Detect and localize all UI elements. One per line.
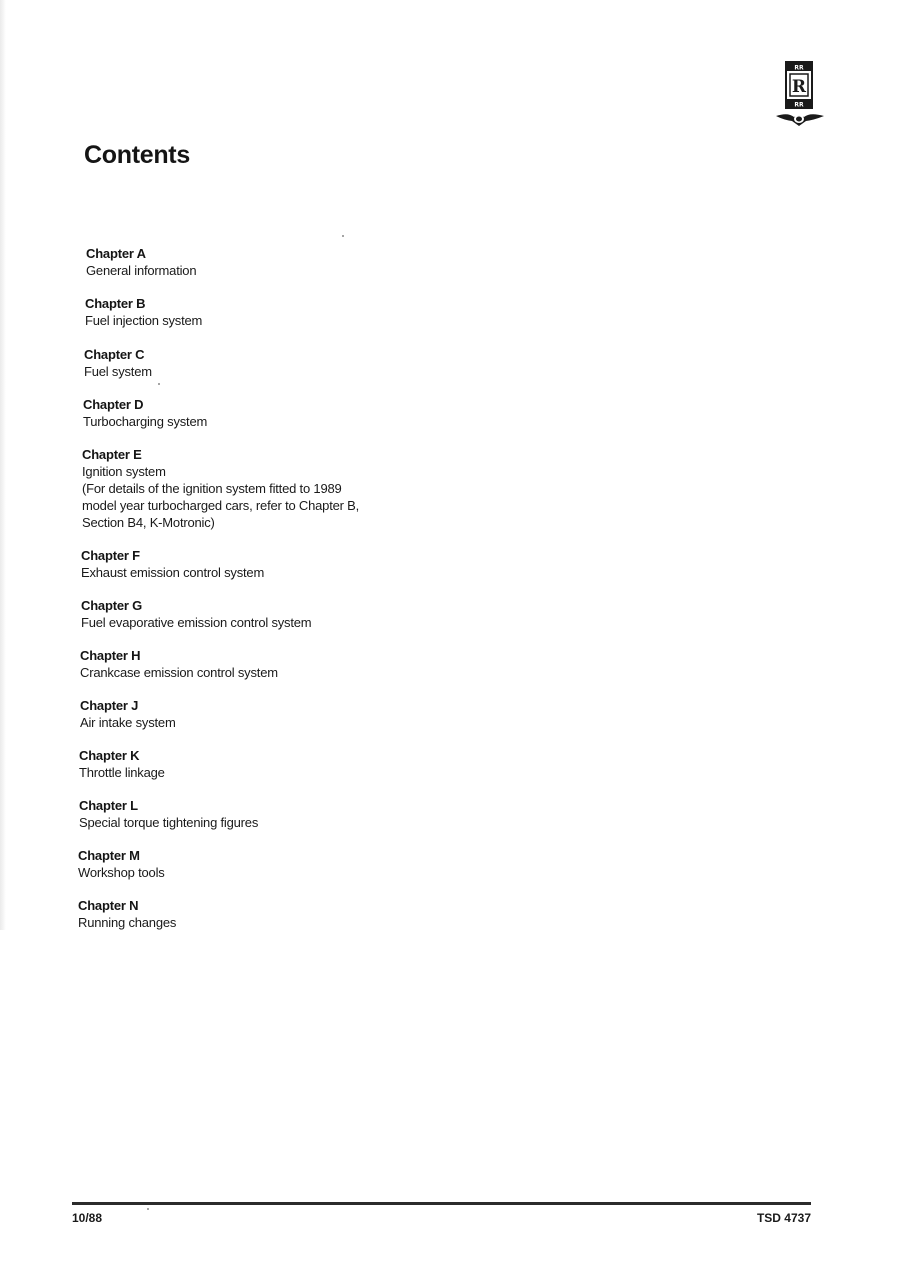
chapter-entry (84, 346, 152, 380)
chapter-description: Special torque tightening figures (79, 815, 259, 830)
chapter-label: Chapter G (81, 598, 143, 613)
footer-doc-number: TSD 4737 (756, 1211, 811, 1225)
svg-text:R: R (791, 77, 807, 97)
chapter-entry (80, 647, 278, 681)
chapter-note-line: (For details of the ignition system fitted to 1989 (82, 481, 342, 496)
page-title: Contents (84, 141, 190, 169)
chapter-entry (82, 446, 359, 531)
chapter-entry (85, 295, 202, 329)
chapter-description: Fuel system (84, 364, 152, 379)
chapter-label: Chapter C (84, 347, 145, 362)
scan-speck (158, 383, 160, 385)
chapter-entry (81, 597, 311, 631)
chapter-label: Chapter A (86, 246, 146, 261)
chapter-description: Ignition system (82, 464, 166, 479)
chapter-description: Exhaust emission control system (81, 565, 265, 580)
chapter-description: Crankcase emission control system (80, 665, 278, 680)
chapter-label: Chapter F (81, 548, 140, 563)
svg-text:RR: RR (794, 64, 804, 72)
chapter-label: Chapter H (80, 648, 141, 663)
rolls-royce-bentley-logo-icon (774, 60, 826, 130)
chapter-label: Chapter K (79, 748, 140, 763)
chapter-entry (79, 797, 258, 831)
svg-text:RR: RR (794, 101, 804, 109)
chapter-description: Turbocharging system (83, 414, 208, 429)
chapter-description: Workshop tools (78, 865, 165, 880)
scan-speck (342, 235, 344, 237)
scan-speck (147, 1208, 149, 1210)
chapter-note-line: Section B4, K-Motronic) (82, 515, 215, 530)
chapter-entry (83, 396, 207, 430)
footer-date: 10/88 (72, 1211, 103, 1225)
chapter-description: Throttle linkage (79, 765, 165, 780)
page-edge-shadow (0, 0, 6, 930)
footer-rule (72, 1202, 811, 1205)
chapter-label: Chapter N (78, 898, 139, 913)
chapter-entry (79, 747, 165, 781)
chapter-label: Chapter J (80, 698, 139, 713)
chapter-entry (86, 245, 196, 279)
chapter-note-line: model year turbocharged cars, refer to Chapter B, (82, 498, 360, 513)
chapter-description: Fuel evaporative emission control system (81, 615, 312, 630)
chapter-label: Chapter B (85, 296, 146, 311)
chapter-entry (80, 697, 176, 731)
chapter-label: Chapter L (79, 798, 138, 813)
chapter-entry (78, 897, 176, 931)
chapter-entry (78, 847, 165, 881)
chapter-description: General information (86, 263, 197, 278)
chapter-description: Running changes (78, 915, 177, 930)
chapter-description: Fuel injection system (85, 313, 203, 328)
chapter-label: Chapter M (78, 848, 140, 863)
chapter-description: Air intake system (80, 715, 176, 730)
chapter-entry (81, 547, 264, 581)
chapter-label: Chapter D (83, 397, 144, 412)
chapter-label: Chapter E (82, 447, 142, 462)
